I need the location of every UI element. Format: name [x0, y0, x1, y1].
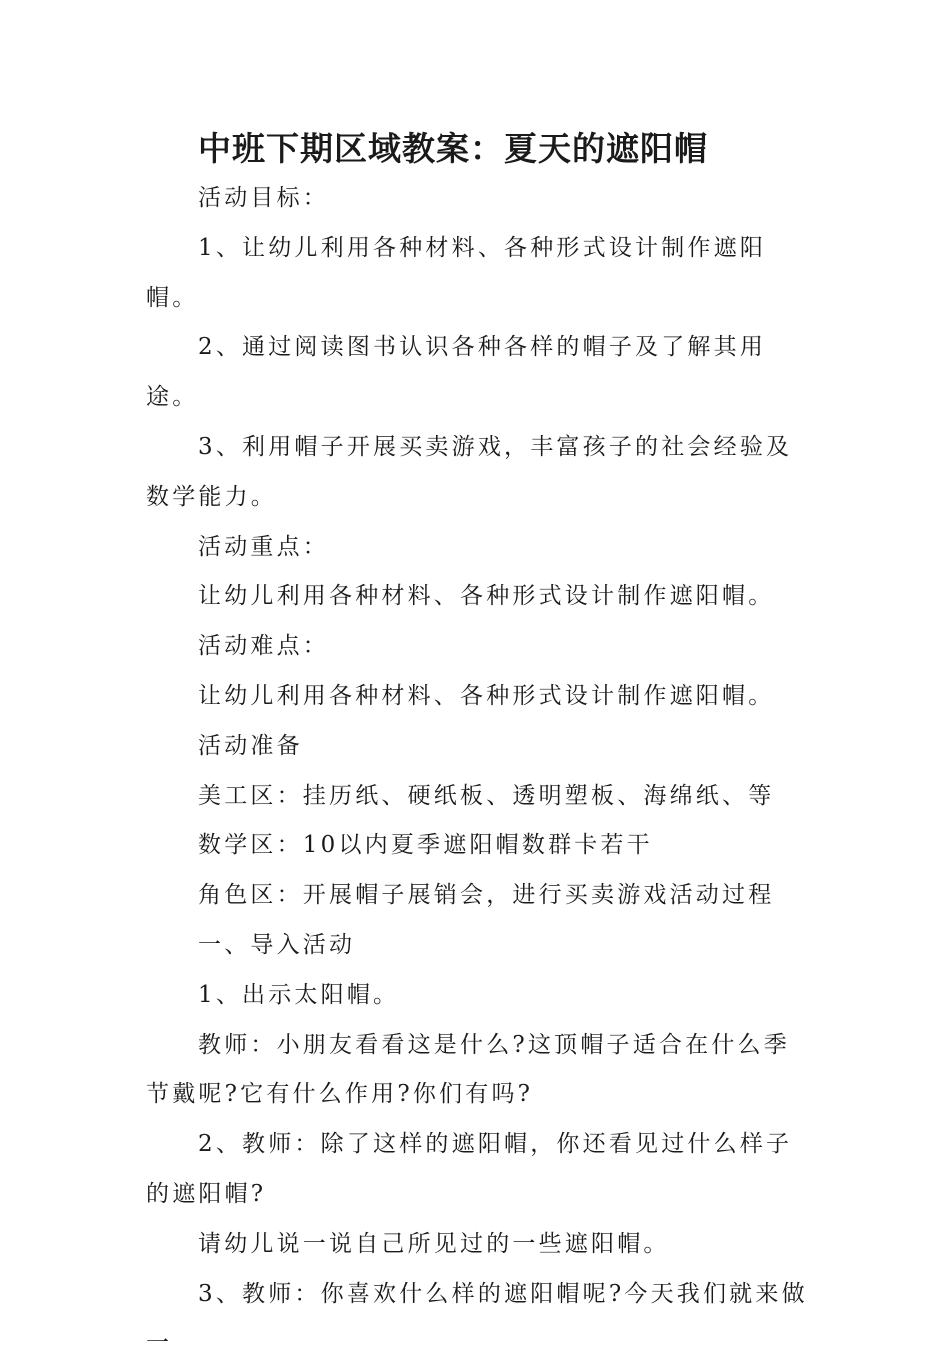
paragraph-key-point: 让幼儿利用各种材料、各种形式设计制作遮阳帽。 — [198, 583, 775, 610]
paragraph-intro-step-1: 1、出示太阳帽。 — [198, 981, 400, 1008]
paragraph-preparation-heading: 活动准备 — [198, 732, 303, 759]
paragraph-teacher-question-1: 教师：小朋友看看这是什么?这顶帽子适合在什么季节戴呢?它有什么作用?你们有吗? — [146, 1031, 790, 1108]
paragraph-goals-heading: 活动目标： — [198, 185, 329, 211]
paragraph-difficulty-heading: 活动难点： — [198, 633, 329, 660]
paragraph-goal-2: 2、通过阅读图书认识各种各样的帽子及了解其用途。 — [146, 334, 767, 411]
paragraph-art-area: 美工区：挂历纸、硬纸板、透明塑板、海绵纸、等 — [198, 782, 775, 809]
paragraph-teacher-question-2: 2、教师：除了这样的遮阳帽，你还看见过什么样子的遮阳帽? — [146, 1131, 793, 1207]
paragraph-key-point-heading: 活动重点： — [198, 533, 329, 560]
paragraph-goal-3: 3、利用帽子开展买卖游戏，丰富孩子的社会经验及数学能力。 — [146, 433, 793, 510]
paragraph-teacher-question-3: 3、教师：你喜欢什么样的遮阳帽呢?今天我们就来做一 — [146, 1280, 808, 1357]
paragraph-difficulty: 让幼儿利用各种材料、各种形式设计制作遮阳帽。 — [198, 682, 775, 709]
paragraph-intro-heading: 一、导入活动 — [198, 931, 356, 958]
paragraph-goal-1: 1、让幼儿利用各种材料、各种形式设计制作遮阳帽。 — [146, 234, 767, 311]
document-title: 中班下期区域教案：夏天的遮阳帽 — [198, 129, 708, 168]
document-body — [146, 174, 808, 1369]
paragraph-role-area: 角色区：开展帽子展销会，进行买卖游戏活动过程 — [198, 882, 775, 909]
paragraph-children-share: 请幼儿说一说自己所见过的一些遮阳帽。 — [198, 1230, 670, 1257]
paragraph-math-area: 数学区：10以内夏季遮阳帽数群卡若干 — [198, 832, 653, 859]
